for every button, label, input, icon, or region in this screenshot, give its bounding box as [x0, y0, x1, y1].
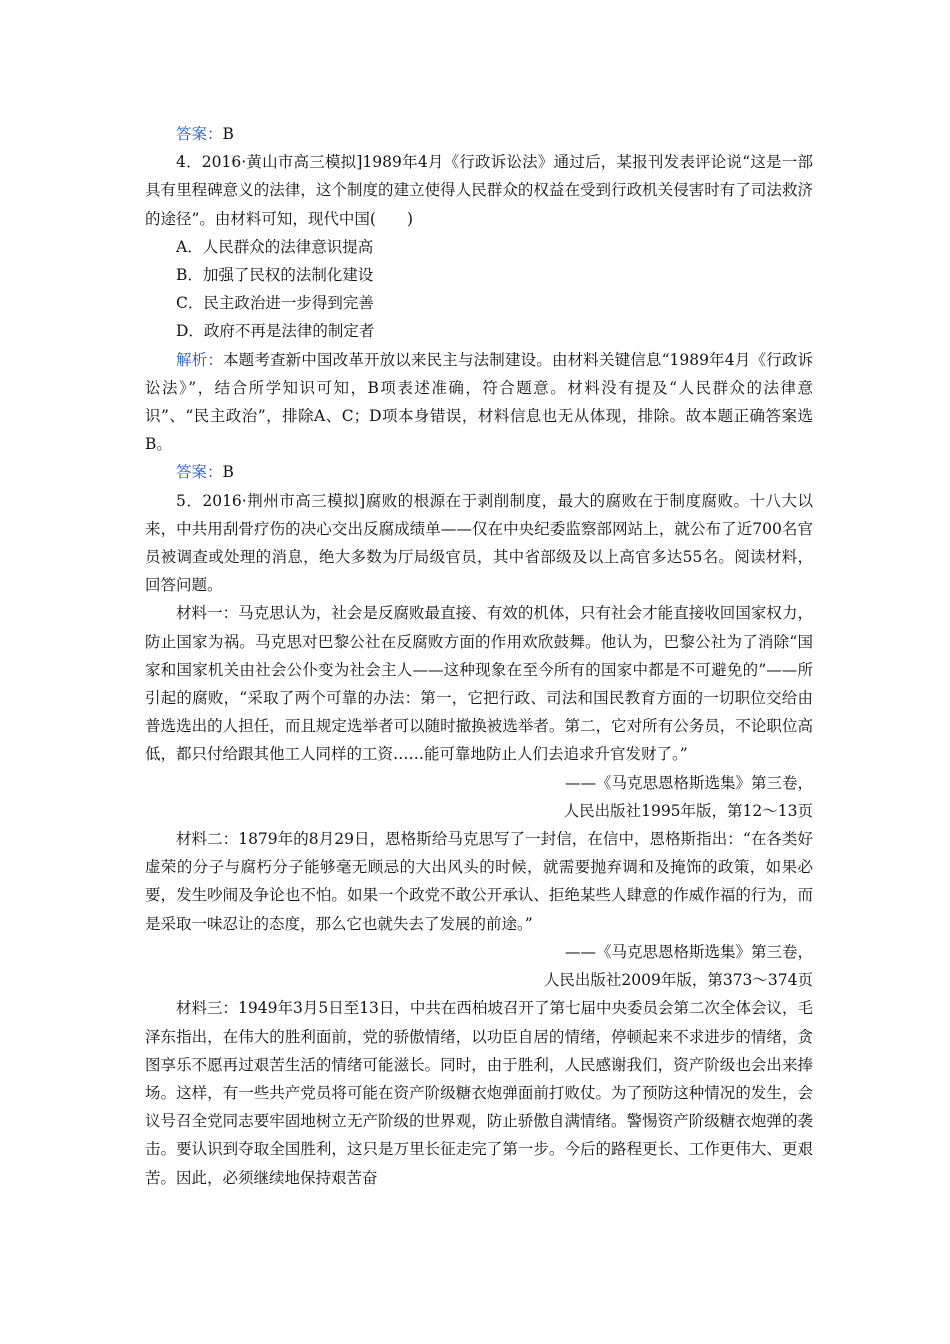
material-1: 材料一：马克思认为，社会是反腐败最直接、有效的机体，只有社会才能直接收回国家权力，防止国家为祸。马克思对巴黎公社在反腐败方面的作用欢欣鼓舞。他认为，巴黎公社为了消除“国家和国家机关由社会公仆变为社会主人——这种现象在至今所有的国家中都是不可避免的”——所引起的腐败，“采取了两个可靠的办法：第一，它把行政、司法和国民教育方面的一切职位交给由普选选出的人担任，而且规定选举者可以随时撤换被选举者。第二，它对所有公务员，不论职位高低，都只付给跟其他工人同样的工资……能可靠地防止人们去追求升官发财了。”	[145, 604, 813, 764]
material-2-source-line2: 人民出版社2009年版，第373～374页	[543, 971, 813, 990]
material-1-source-line1: ——《马克思恩格斯选集》第三卷，	[564, 773, 813, 792]
analysis-label: 解析：	[176, 350, 223, 369]
material-2: 材料二：1879年的8月29日，恩格斯给马克思写了一封信，在信中，恩格斯指出：“在各类好虚荣的分子与腐朽分子能够毫无顾忌的大出风头的时候，就需要抛弃调和及掩饰的政策，如果必要，发生吵闹及争论也不怕。如果一个政党不敢公开承认、拒绝某些人肆意的作威作福的行为，而是采取一味忍让的态度，那么它也就失去了发展的前途。”	[145, 830, 813, 933]
option-b: B．加强了民权的法制化建设	[176, 266, 374, 285]
answer-label: 答案：	[176, 125, 223, 143]
answer-line-q4	[145, 458, 813, 486]
material-3: 材料三：1949年3月5日至13日，中共在西柏坡召开了第七届中央委员会第二次全体会议，毛泽东指出，在伟大的胜利面前，党的骄傲情绪，以功臣自居的情绪，停顿起来不求进步的情绪，贪图享乐不愿再过艰苦生活的情绪可能滋长。同时，由于胜利，人民感谢我们，资产阶级也会出来捧场。这样，有一些共产党员将可能在资产阶级糖衣炮弹面前打败仗。为了预防这种情况的发生，会议号召全党同志要牢固地树立无产阶级的世界观，防止骄傲自满情绪。警惕资产阶级糖衣炮弹的袭击。要认识到夺取全国胜利，这只是万里长征走完了第一步。今后的路程更长、工作更伟大、更艰苦。因此，必须继续地保持艰苦奋	[145, 999, 813, 1187]
option-d: D．政府不再是法律的制定者	[176, 322, 375, 341]
answer-value: B	[222, 463, 234, 482]
option-c: C．民主政治进一步得到完善	[176, 294, 374, 313]
analysis-q4	[145, 346, 813, 459]
material-2-source-line1: ——《马克思恩格斯选集》第三卷，	[564, 942, 813, 961]
answer-label: 答案：	[176, 463, 223, 482]
analysis-text: 本题考查新中国改革开放以来民主与法制建设。由材料关键信息“1989年4月《行政诉讼法》”，结合所学知识可知，B项表述准确，符合题意。材料没有提及“人民群众的法律意识”、“民主政治”，排除A、C；D项本身错误，材料信息也无从体现，排除。故本题正确答案选B。	[145, 350, 813, 454]
material-1-source-line2: 人民出版社1995年版，第12～13页	[563, 801, 813, 820]
option-a: A．人民群众的法律意识提高	[176, 237, 374, 256]
question-5-stem: 5．2016·荆州市高三模拟]腐败的根源在于剥削制度，最大的腐败在于制度腐败。十八大以来，中共用刮骨疗伤的决心交出反腐成绩单——仅在中央纪委监察部网站上，就公布了近700名官员被调查或处理的消息，绝大多数为厅局级官员，其中省部级及以上高官多达55名。阅读材料，回答问题。	[145, 491, 813, 595]
document-body	[145, 120, 813, 1192]
answer-line-q3	[145, 120, 813, 148]
question-4-stem: 4．2016·黄山市高三模拟]1989年4月《行政诉讼法》通过后，某报刊发表评论说“这是一部具有里程碑意义的法律，这个制度的建立使得人民群众的权益在受到行政机关侵害时有了司法救济的途径”。由材料可知，现代中国( )	[145, 153, 813, 228]
answer-value: B	[222, 125, 234, 143]
